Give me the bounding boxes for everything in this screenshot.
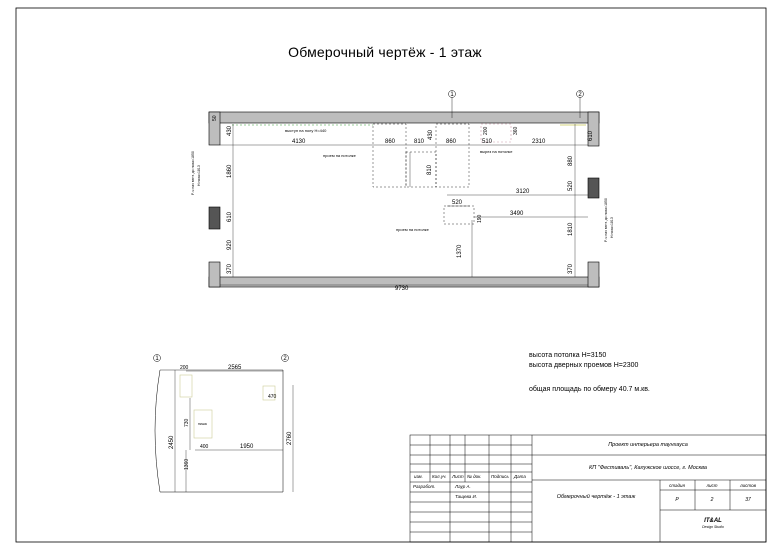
stamp-sheet-title: Обмерочный чертёж - 1 этаж [556, 494, 636, 500]
dim-4130: 4130 [292, 139, 306, 145]
stamp-header-izm: изм. [414, 474, 423, 479]
stamp-header-list: Лист [452, 474, 464, 479]
dim-3490: 3490 [510, 211, 524, 217]
ceiling-opening-3 [444, 206, 474, 224]
stamp-company: IT&AL [704, 518, 722, 524]
detail-dim-200: 200 [180, 365, 189, 371]
dim-9730: 9730 [395, 286, 409, 292]
detail-axis-label-2: 2 [283, 356, 287, 362]
dim-610-right: 610 [588, 130, 594, 141]
stamp-sheet-label: лист [706, 483, 718, 488]
dim-190: 190 [477, 214, 483, 223]
ceiling-opening-2 [436, 124, 469, 187]
note-cutout: вырез на потолке [480, 149, 513, 154]
stamp-stage-value: Р [675, 497, 679, 503]
note-ceiling-opening-1: проем на потолке [323, 153, 356, 158]
sheet-frame [16, 8, 766, 542]
dim-430-mid: 430 [428, 129, 434, 140]
detail-axis-label-1: 1 [155, 356, 159, 362]
dim-510: 510 [482, 139, 493, 145]
detail-dim-1950: 1950 [240, 444, 254, 450]
detail-niche-label: ниша [198, 422, 207, 426]
ceiling-opening-1 [373, 124, 406, 187]
detail-dim-1360: 1360 [184, 458, 190, 470]
detail-dim-2565: 2565 [228, 365, 242, 371]
dim-860-b: 860 [446, 139, 457, 145]
niche-block-1 [180, 375, 192, 397]
note-ceiling-opening-2: проем на потолке [396, 227, 429, 232]
stamp-header-koluch: Кол.уч. [432, 474, 447, 479]
side-note-right-1: Р-ч низ вент. до низа=1850 [604, 198, 608, 242]
dim-1370: 1370 [457, 244, 463, 258]
floor-plan [209, 91, 599, 288]
wall-right-bottom [588, 262, 599, 287]
stamp-sheets-label: листов [740, 483, 756, 488]
page-title: Обмерочный чертёж - 1 этаж [288, 44, 482, 60]
dim-920: 920 [227, 239, 233, 250]
dim-810: 810 [414, 139, 425, 145]
stamp-project: Проект интерьера таунхауса [608, 442, 688, 448]
stamp-header-date: Дата [514, 474, 526, 479]
dim-360: 360 [513, 126, 519, 135]
detail-texts [155, 356, 293, 470]
stamp-header-doc: № док. [467, 474, 482, 479]
dim-520-a: 520 [452, 200, 463, 206]
stamp-role-developer: Разработ. [413, 484, 436, 489]
window-left [209, 207, 220, 229]
detail-dim-400: 400 [200, 444, 209, 450]
dim-1860: 1860 [227, 164, 233, 178]
note-ledge: выступ на полу Н=440 [285, 128, 327, 133]
info-ceiling-height: высота потолка Н=3150 [529, 352, 607, 359]
wall-left-bottom [209, 262, 220, 287]
detail-plan [154, 355, 294, 493]
stamp-name-1: Лаур А. [455, 484, 471, 489]
dim-810-v: 810 [427, 164, 433, 175]
dim-200: 200 [483, 126, 489, 135]
detail-dim-2760: 2760 [287, 431, 293, 445]
stamp-header-sign: Подпись [491, 474, 509, 479]
detail-dim-470: 470 [268, 394, 277, 400]
side-note-right-2: Н низа=1813 [610, 217, 614, 238]
dim-370-left: 370 [227, 263, 233, 274]
stamp-stage-label: стадия [669, 483, 685, 488]
dim-50: 50 [212, 115, 218, 121]
dim-430-left: 430 [227, 125, 233, 136]
info-door-height: высота дверных проемов Н=2300 [529, 362, 639, 369]
detail-dim-2450: 2450 [169, 435, 175, 449]
detail-outline [155, 370, 283, 492]
dim-520-b: 520 [568, 180, 574, 191]
stamp-sheet-value: 2 [710, 497, 714, 503]
stamp-sheets-value: 37 [745, 497, 751, 503]
stamp-company-sub: Design Studio [702, 525, 724, 529]
side-note-left-2: Н низа=1813 [197, 165, 201, 186]
dim-1810: 1810 [568, 222, 574, 236]
wall-top [209, 112, 599, 123]
window-right [588, 178, 599, 198]
dim-880: 880 [568, 155, 574, 166]
dim-2310: 2310 [532, 139, 546, 145]
detail-dim-730: 730 [184, 418, 190, 427]
dim-370-right: 370 [568, 263, 574, 274]
axis-label-1: 1 [450, 92, 454, 98]
dim-3120: 3120 [516, 189, 530, 195]
stamp-address: КП "Фестиваль", Калужское шоссе, г. Москва [589, 465, 707, 471]
axis-label-2: 2 [578, 92, 582, 98]
info-total-area: общая площадь по обмеру 40.7 м.кв. [529, 386, 650, 393]
side-note-left-1: Р-ч низ вент. до низа=1850 [191, 151, 195, 195]
dim-860-a: 860 [385, 139, 396, 145]
dim-610-left: 610 [227, 211, 233, 222]
stamp-name-2: Тащева И. [455, 494, 477, 499]
